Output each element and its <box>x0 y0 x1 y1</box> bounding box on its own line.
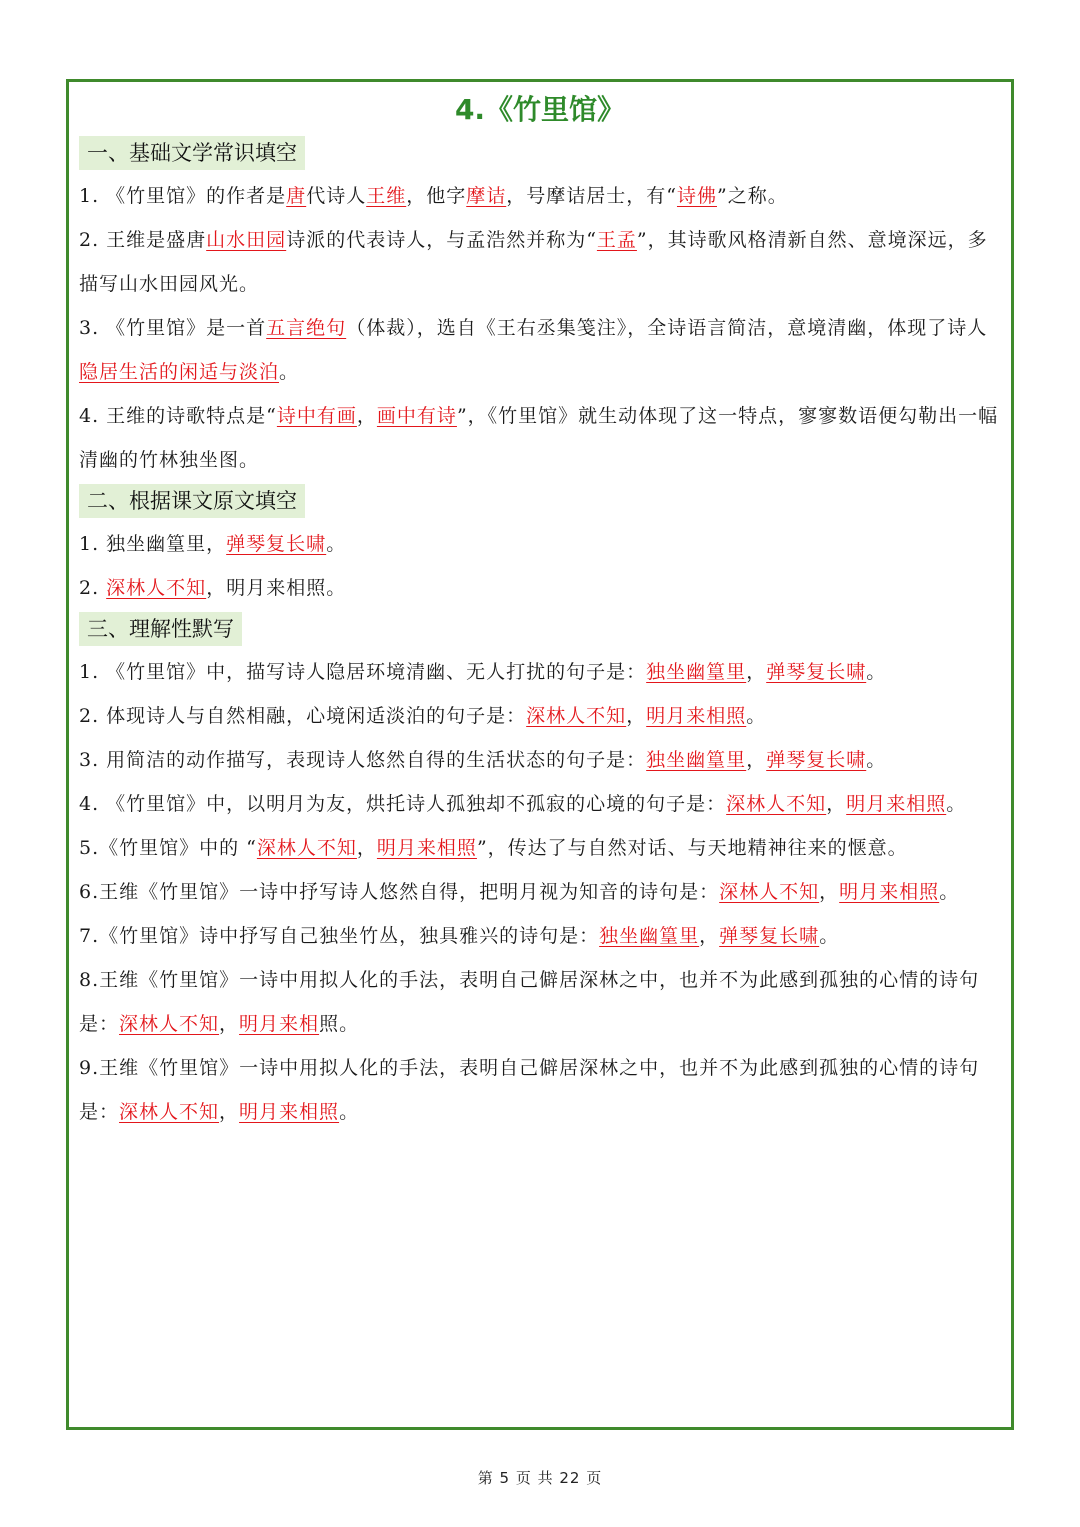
answer-text: 深林人不知 <box>119 1101 220 1123</box>
answer-text: 五言绝句 <box>266 317 347 339</box>
answer-text: 画中有诗 <box>376 405 457 427</box>
question-text: 1. 《竹里馆》中，描写诗人隐居环境清幽、无人打扰的句子是： <box>79 661 647 683</box>
question-item <box>79 870 1005 914</box>
question-text: 。 <box>746 705 767 727</box>
answer-text: 弹琴复长啸 <box>719 925 820 947</box>
question-item <box>79 1046 1005 1134</box>
question-text: 诗派的代表诗人，与孟浩然并称为“ <box>286 229 597 251</box>
question-text: 照。 <box>319 1013 360 1035</box>
question-text: ”，其诗歌风格清新自然、意境深远，多描写山水田园风光。 <box>79 229 988 295</box>
question-text: 2. <box>79 577 107 599</box>
answer-text: 王维 <box>366 185 407 207</box>
question-text: 。 <box>866 749 887 771</box>
question-text: ， <box>699 925 720 947</box>
question-text: 5.《竹里馆》中的 “ <box>79 837 257 859</box>
section-heading: 二、根据课文原文填空 <box>79 484 305 518</box>
worksheet-content <box>79 134 1005 1134</box>
question-text: ， <box>356 837 377 859</box>
question-item <box>79 306 1005 394</box>
answer-text: 摩诘 <box>466 185 507 207</box>
question-item <box>79 914 1005 958</box>
page-title: 4.《竹里馆》 <box>454 93 626 126</box>
question-text: 。 <box>326 533 347 555</box>
question-text: 代诗人 <box>306 185 367 207</box>
question-item <box>79 958 1005 1046</box>
question-item <box>79 650 1005 694</box>
question-text: 2. 体现诗人与自然相融，心境闲适淡泊的句子是： <box>79 705 527 727</box>
question-text: ”，《竹里馆》就生动体现了这一特点，寥寥数语便勾勒出一幅清幽的竹林独坐图。 <box>79 405 999 471</box>
question-text: ”之称。 <box>716 185 788 207</box>
question-text: 4. 王维的诗歌特点是“ <box>79 405 277 427</box>
question-text: ，明月来相照。 <box>206 577 347 599</box>
section <box>79 610 1005 1134</box>
answer-text: 独坐幽篁里 <box>646 661 747 683</box>
answer-text: 明月来相照 <box>239 1101 340 1123</box>
answer-text: 明月来相 <box>239 1013 320 1035</box>
section-heading: 一、基础文学常识填空 <box>79 136 305 170</box>
answer-text: 王孟 <box>596 229 637 251</box>
answer-text: 明月来相照 <box>376 837 477 859</box>
question-text: 。 <box>279 361 300 383</box>
answer-text: 深林人不知 <box>526 705 627 727</box>
answer-text: 明月来相照 <box>646 705 747 727</box>
question-text: ，他字 <box>406 185 467 207</box>
question-text: ， <box>746 749 767 771</box>
question-text: ， <box>356 405 377 427</box>
question-text: 6.王维《竹里馆》一诗中抒写诗人悠然自得，把明月视为知音的诗句是： <box>79 881 720 903</box>
question-text: ， <box>826 793 847 815</box>
answer-text: 深林人不知 <box>726 793 827 815</box>
answer-text: 明月来相照 <box>839 881 940 903</box>
answer-text: 隐居生活的闲适与淡泊 <box>79 361 280 383</box>
question-text: 。 <box>339 1101 360 1123</box>
question-text: 8.王维《竹里馆》一诗中用拟人化的手法，表明自己僻居深林之中，也并不为此感到孤独的心情的诗句是： <box>79 969 980 1035</box>
answer-text: 弹琴复长啸 <box>766 749 867 771</box>
question-text: 3. 《竹里馆》是一首 <box>79 317 267 339</box>
question-text: 。 <box>939 881 960 903</box>
question-text: 。 <box>946 793 967 815</box>
page-frame <box>66 79 1014 1430</box>
question-text: （体裁），选自《王右丞集笺注》，全诗语言简洁，意境清幽，体现了诗人 <box>346 317 988 339</box>
question-text: 。 <box>866 661 887 683</box>
answer-text: 独坐幽篁里 <box>646 749 747 771</box>
answer-text: 深林人不知 <box>719 881 820 903</box>
answer-text: 深林人不知 <box>119 1013 220 1035</box>
question-item <box>79 174 1005 218</box>
answer-text: 明月来相照 <box>846 793 947 815</box>
question-item <box>79 218 1005 306</box>
answer-text: 山水田园 <box>206 229 287 251</box>
question-item <box>79 394 1005 482</box>
answer-text: 唐 <box>286 185 307 207</box>
question-item <box>79 738 1005 782</box>
answer-text: 诗佛 <box>676 185 717 207</box>
question-text: ， <box>746 661 767 683</box>
answer-text: 深林人不知 <box>106 577 207 599</box>
question-text: 。 <box>819 925 840 947</box>
section <box>79 482 1005 610</box>
answer-text: 诗中有画 <box>276 405 357 427</box>
question-item <box>79 826 1005 870</box>
question-text: ， <box>819 881 840 903</box>
question-text: 4. 《竹里馆》中，以明月为友，烘托诗人孤独却不孤寂的心境的句子是： <box>79 793 727 815</box>
answer-text: 弹琴复长啸 <box>226 533 327 555</box>
page-number: 第 5 页 共 22 页 <box>477 1469 603 1487</box>
section <box>79 134 1005 482</box>
question-text: ，号摩诘居士，有“ <box>506 185 677 207</box>
question-text: 2. 王维是盛唐 <box>79 229 207 251</box>
question-text: 1. 独坐幽篁里， <box>79 533 227 555</box>
question-text: 3. 用简洁的动作描写，表现诗人悠然自得的生活状态的句子是： <box>79 749 647 771</box>
section-heading: 三、理解性默写 <box>79 612 242 646</box>
question-item <box>79 522 1005 566</box>
question-text: ， <box>219 1013 240 1035</box>
answer-text: 独坐幽篁里 <box>599 925 700 947</box>
question-text: ， <box>219 1101 240 1123</box>
question-text: ”，传达了与自然对话、与天地精神往来的惬意。 <box>476 837 908 859</box>
question-text: 7.《竹里馆》诗中抒写自己独坐竹丛，独具雅兴的诗句是： <box>79 925 600 947</box>
question-text: 1. 《竹里馆》的作者是 <box>79 185 287 207</box>
question-item <box>79 566 1005 610</box>
answer-text: 深林人不知 <box>256 837 357 859</box>
question-item <box>79 782 1005 826</box>
question-text: ， <box>626 705 647 727</box>
question-item <box>79 694 1005 738</box>
question-text: 9.王维《竹里馆》一诗中用拟人化的手法，表明自己僻居深林之中，也并不为此感到孤独的心情的诗句是： <box>79 1057 980 1123</box>
answer-text: 弹琴复长啸 <box>766 661 867 683</box>
